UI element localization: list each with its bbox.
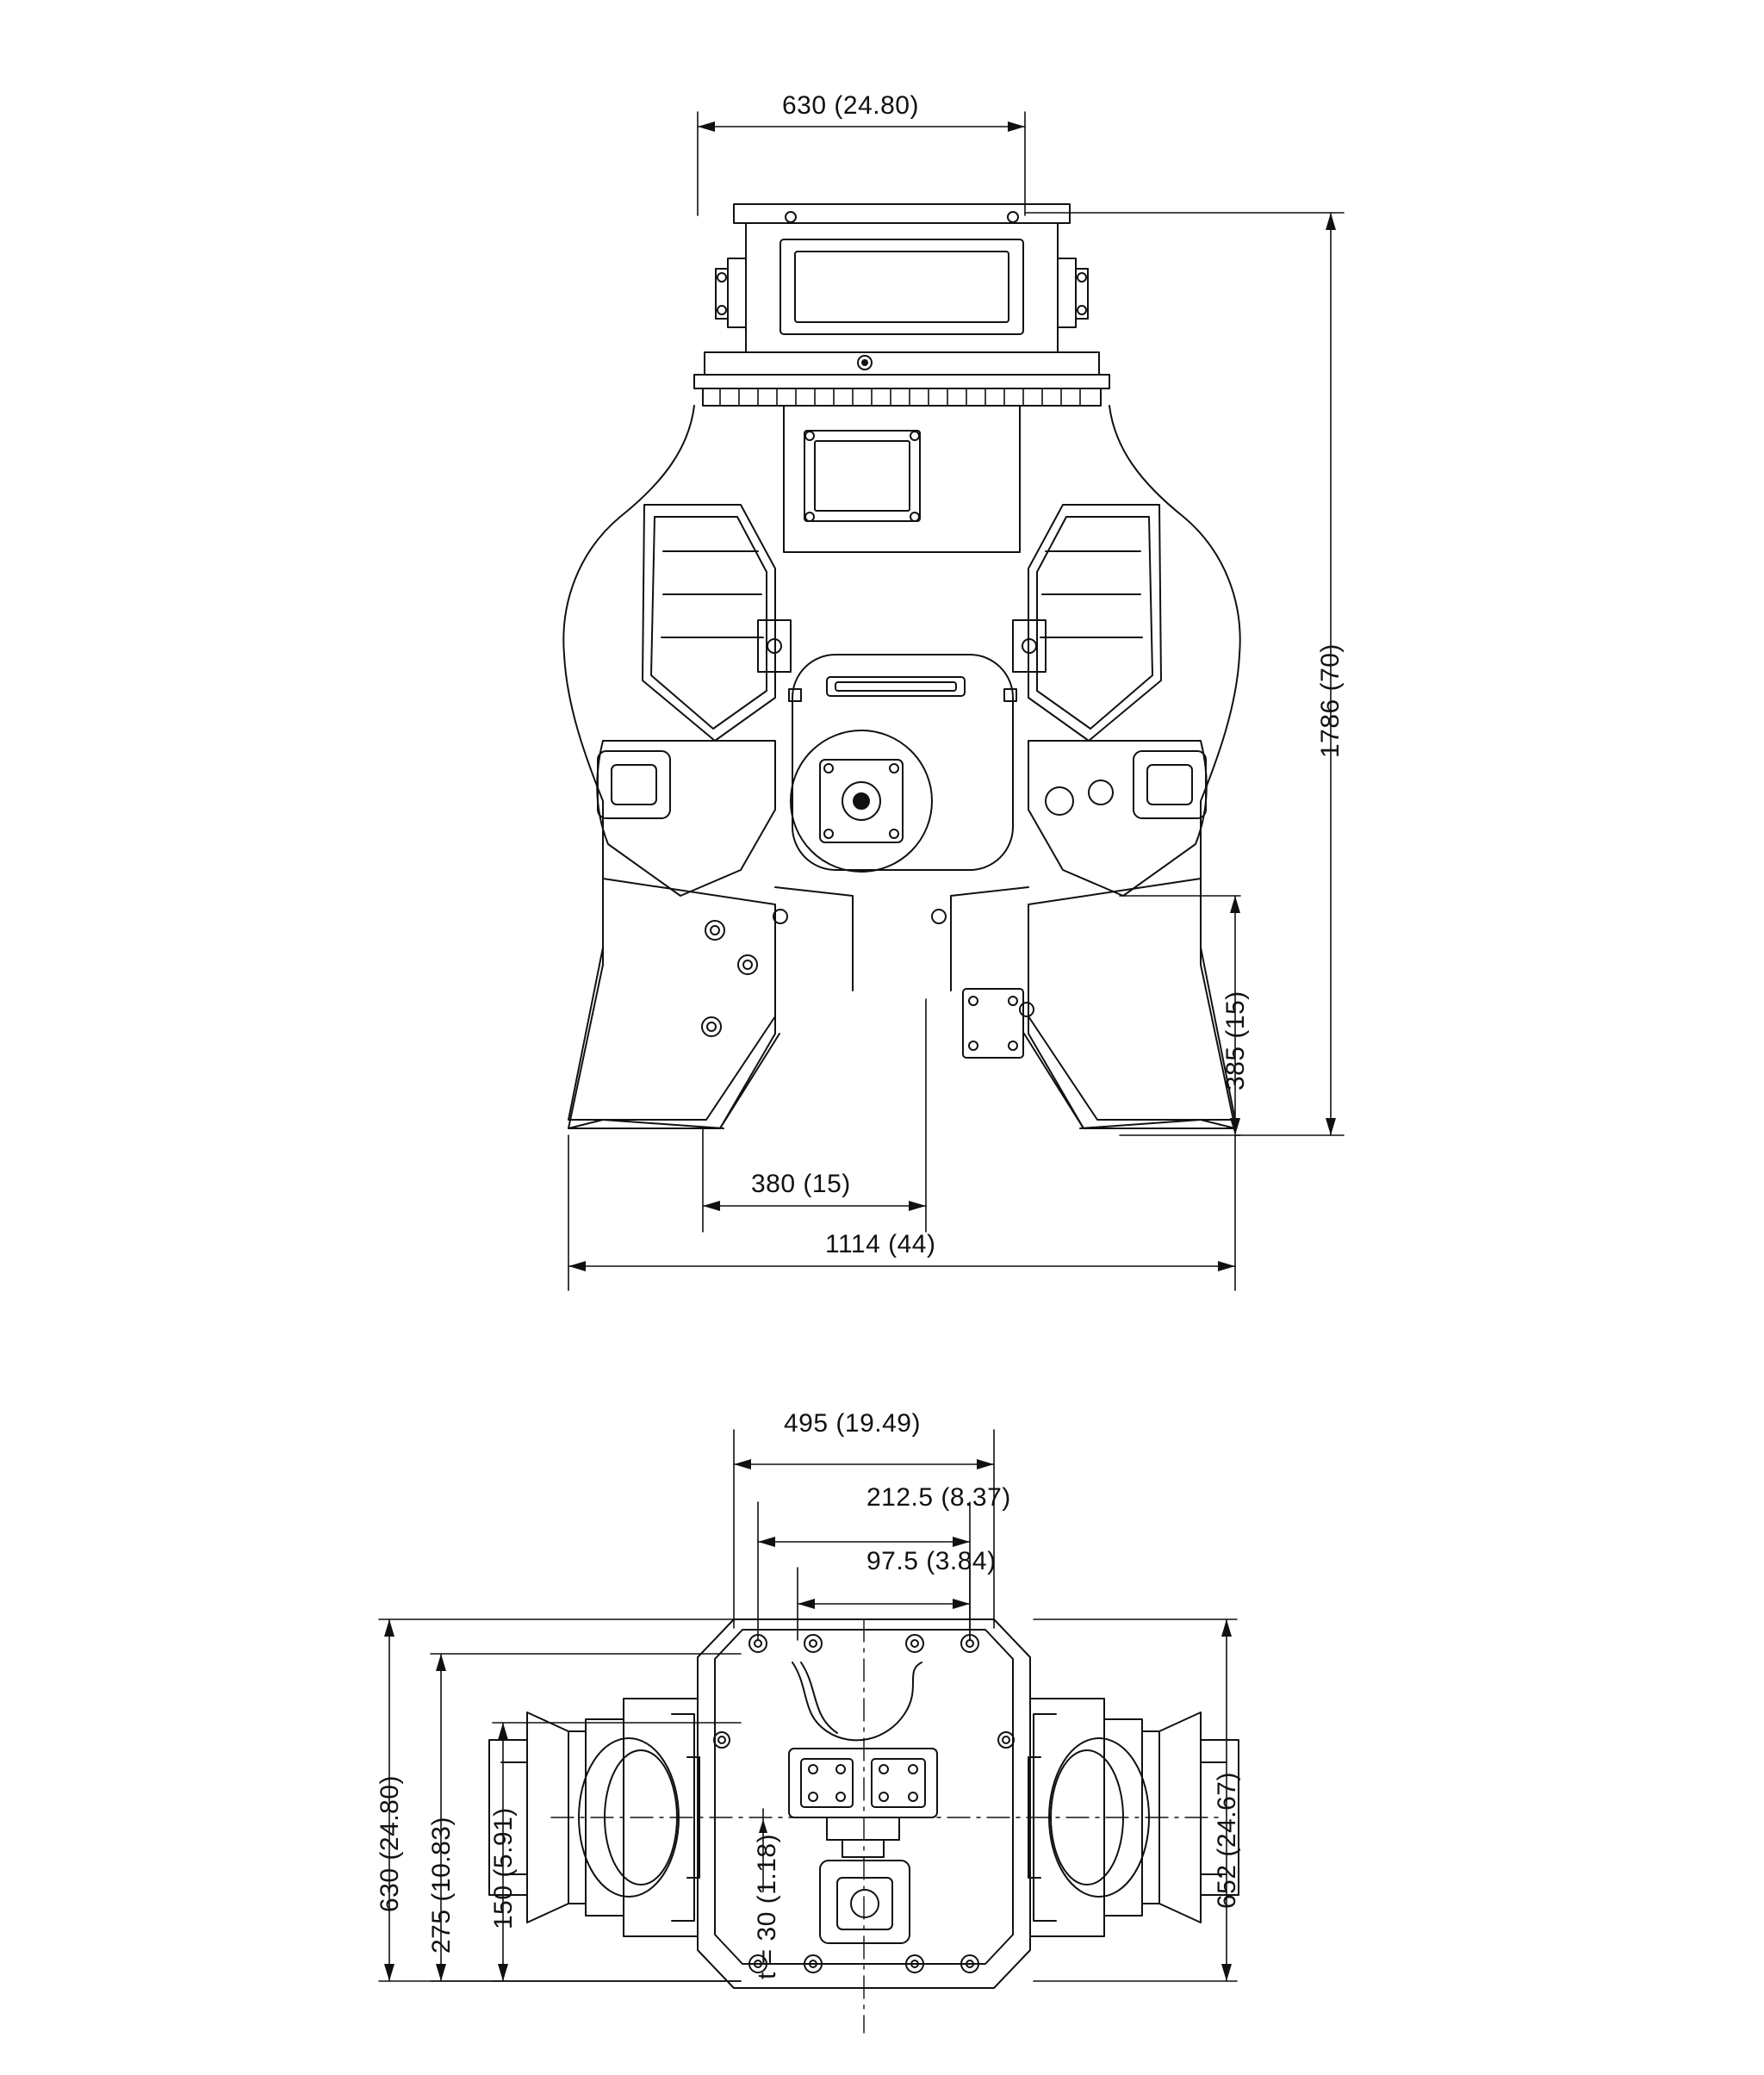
top-view-geometry (489, 1619, 1239, 2033)
dim-top-plate-thickness: t = 30 (1.18) (753, 1833, 781, 1979)
dim-front-overall-width: 1114 (44) (825, 1230, 936, 1258)
dim-front-overall-height: 1786 (70) (1316, 643, 1345, 758)
dim-top-body-depth: 630 (24.80) (376, 1775, 404, 1912)
dim-top-overall-depth: 652 (24.67) (1213, 1772, 1241, 1909)
dim-top-bracket-depth-inner: 150 (5.91) (489, 1807, 518, 1929)
dim-front-top-width: 630 (24.80) (782, 91, 919, 120)
dim-front-jaw-depth: 385 (15) (1221, 991, 1250, 1090)
dim-top-bracket-depth: 275 (10.83) (427, 1817, 456, 1954)
dim-top-body-width: 495 (19.49) (784, 1409, 921, 1438)
front-view-dimensions (568, 112, 1344, 1290)
dim-top-bolt-span: 212.5 (8.37) (866, 1483, 1011, 1512)
front-view-geometry (563, 204, 1239, 1128)
dim-front-jaw-opening: 380 (15) (751, 1170, 851, 1198)
dim-top-bolt-span-inner: 97.5 (3.84) (866, 1547, 997, 1575)
